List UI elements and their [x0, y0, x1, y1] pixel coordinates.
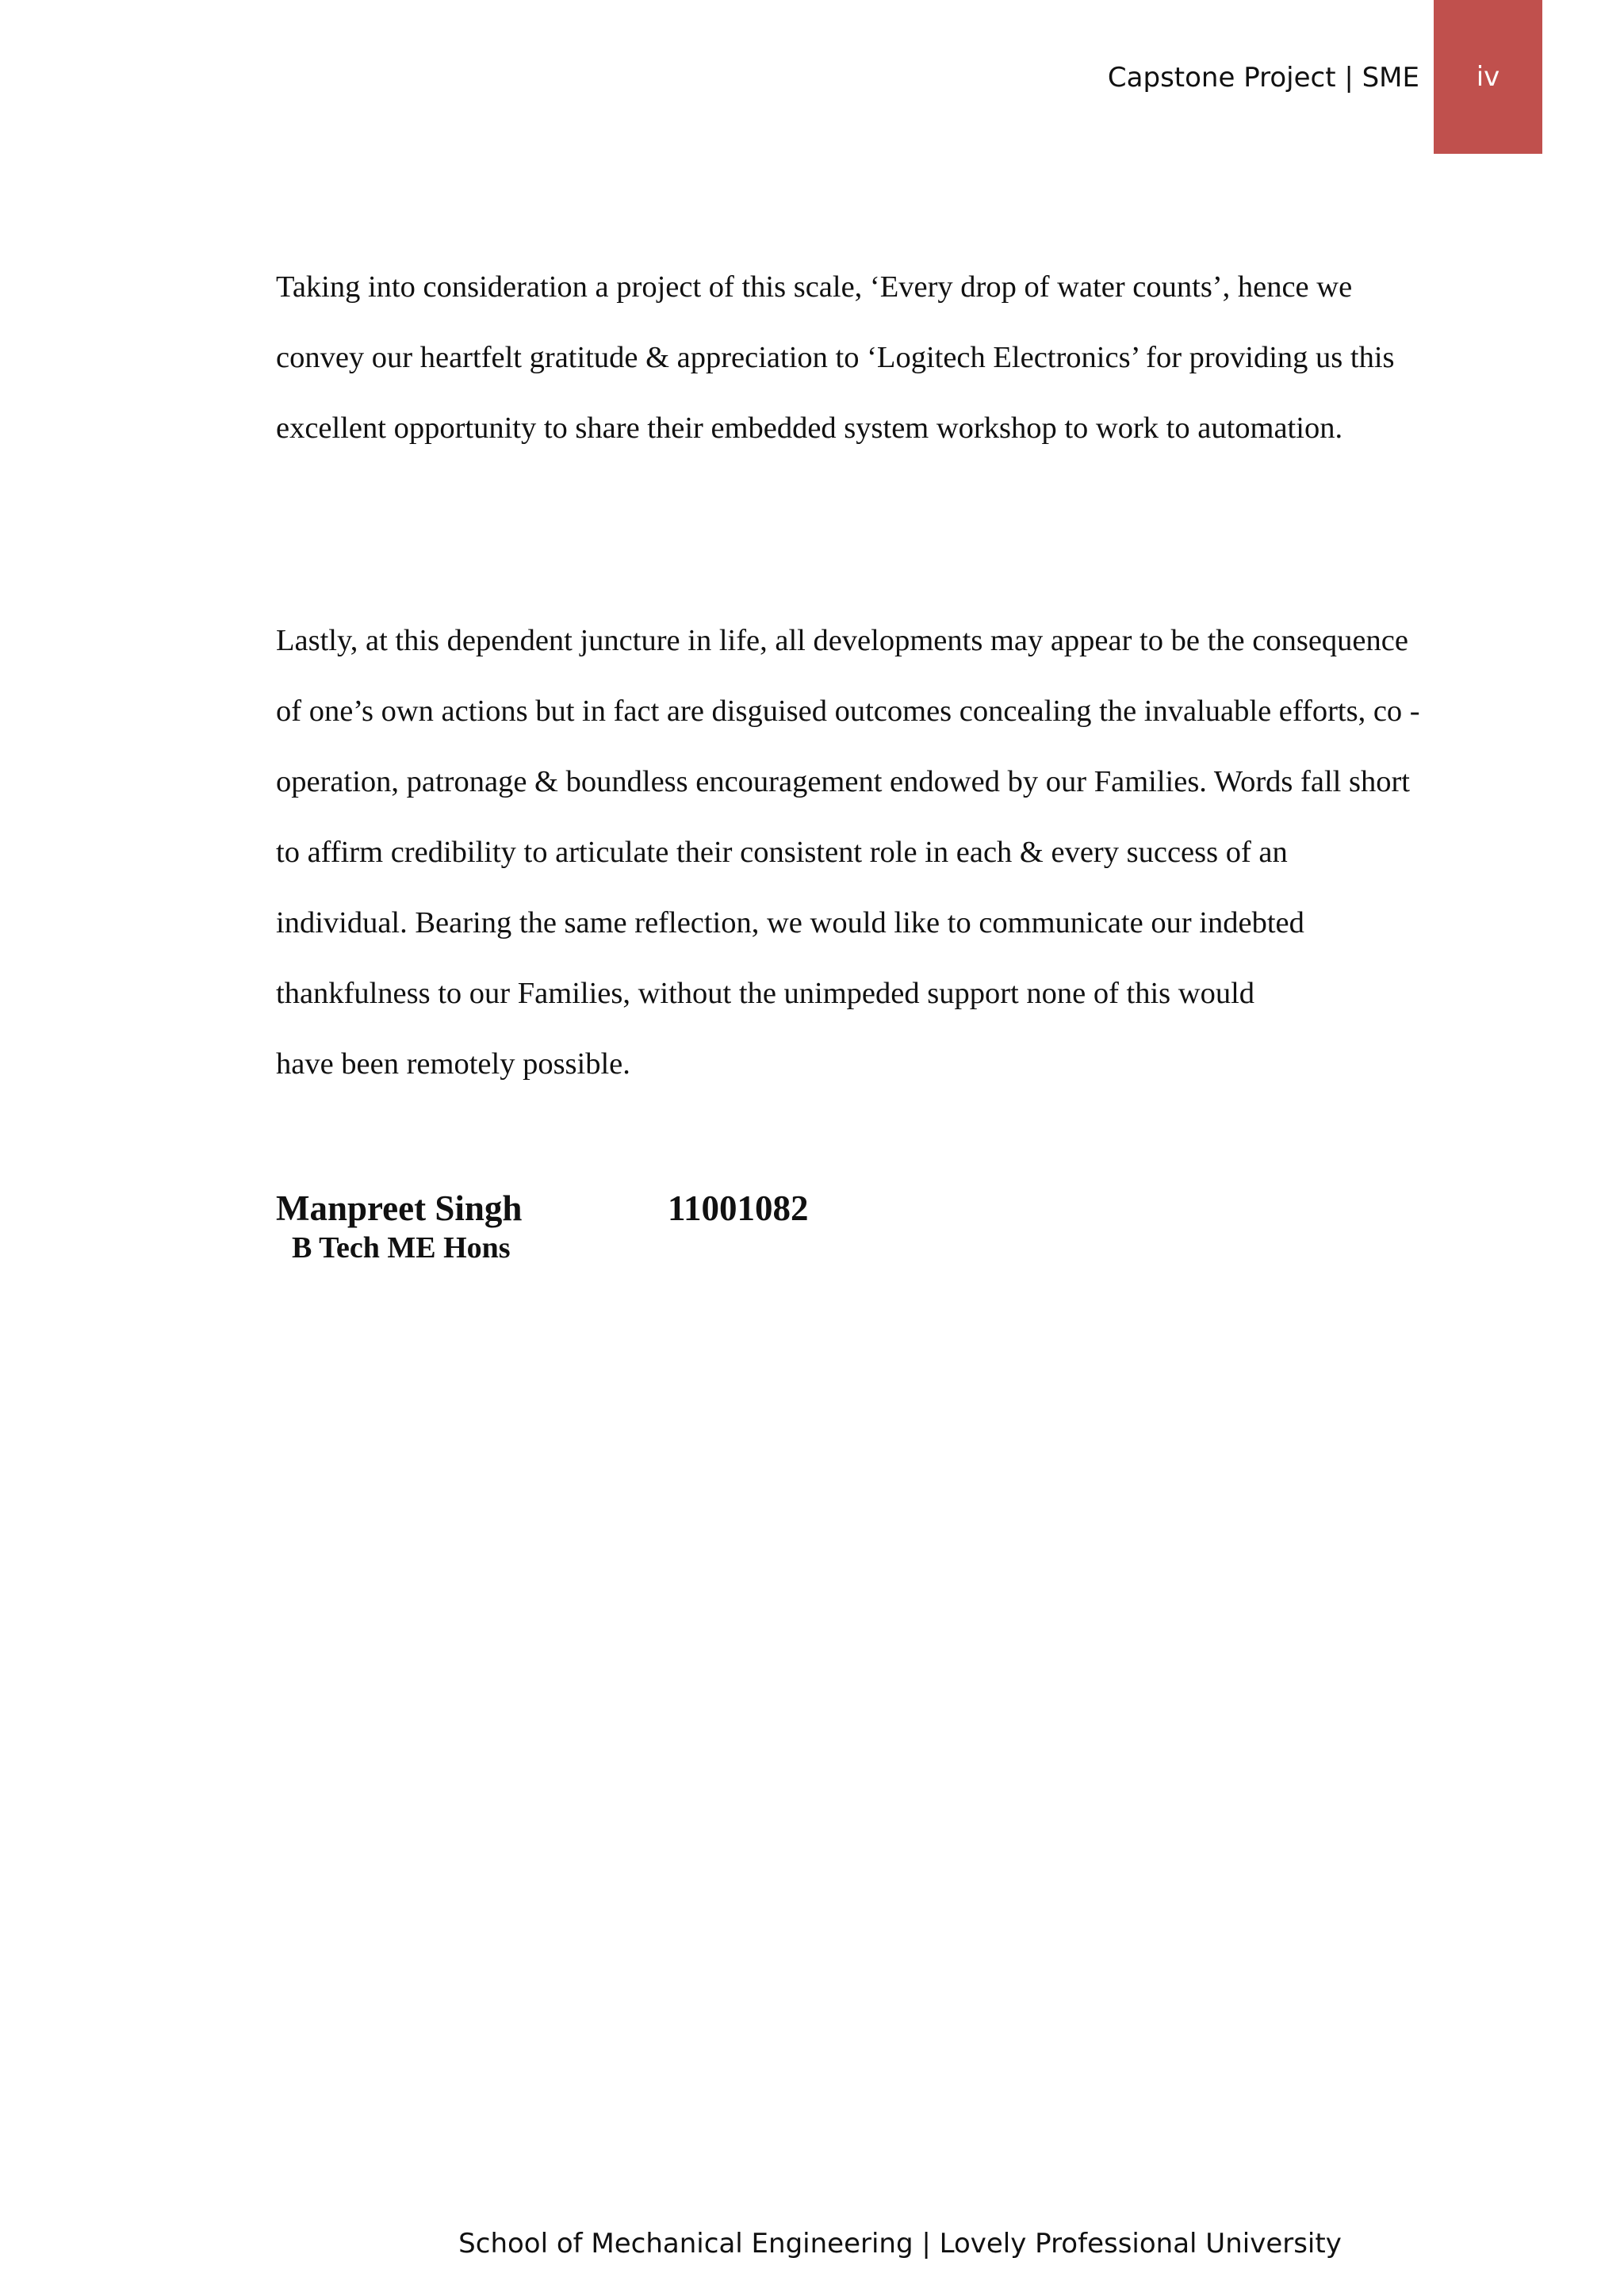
paragraph-line: have been remotely possible. [276, 1047, 630, 1081]
paragraph-line: individual. Bearing the same reflection, we would like to communicate our indebted [276, 906, 1304, 939]
paragraph-line: Lastly, at this dependent juncture in life, all developments may appear to be the consequence [276, 624, 1408, 657]
paragraph-line: excellent opportunity to share their embedded system workshop to work to automation. [276, 411, 1343, 445]
paragraph-line: of one’s own actions but in fact are disguised outcomes concealing the invaluable efforts, co - [276, 695, 1420, 728]
paragraph-line: Taking into consideration a project of this scale, ‘Every drop of water counts’, hence we [276, 270, 1353, 304]
signatory-name: Manpreet Singh [276, 1188, 523, 1228]
signatory-degree: B Tech ME Hons [292, 1231, 511, 1265]
acknowledgement-paragraph-2 [276, 606, 1513, 1100]
page-number-tab [1434, 0, 1542, 154]
paragraph-line: thankfulness to our Families, without the unimpeded support none of this would [276, 977, 1255, 1010]
running-header-title: Capstone Project | SME [1107, 62, 1419, 94]
page-number: iv [1476, 61, 1500, 93]
paragraph-line: convey our heartfelt gratitude & appreciation to ‘Logitech Electronics’ for providing us this [276, 341, 1395, 374]
paragraph-line: operation, patronage & boundless encouragement endowed by our Families. Words fall short [276, 765, 1410, 798]
paragraph-line: to affirm credibility to articulate their consistent role in each & every success of an [276, 836, 1288, 869]
running-footer: School of Mechanical Engineering | Lovely Professional University [458, 2228, 1342, 2260]
acknowledgement-paragraph-1 [276, 252, 1513, 464]
signatory-registration-number: 11001082 [668, 1188, 809, 1228]
